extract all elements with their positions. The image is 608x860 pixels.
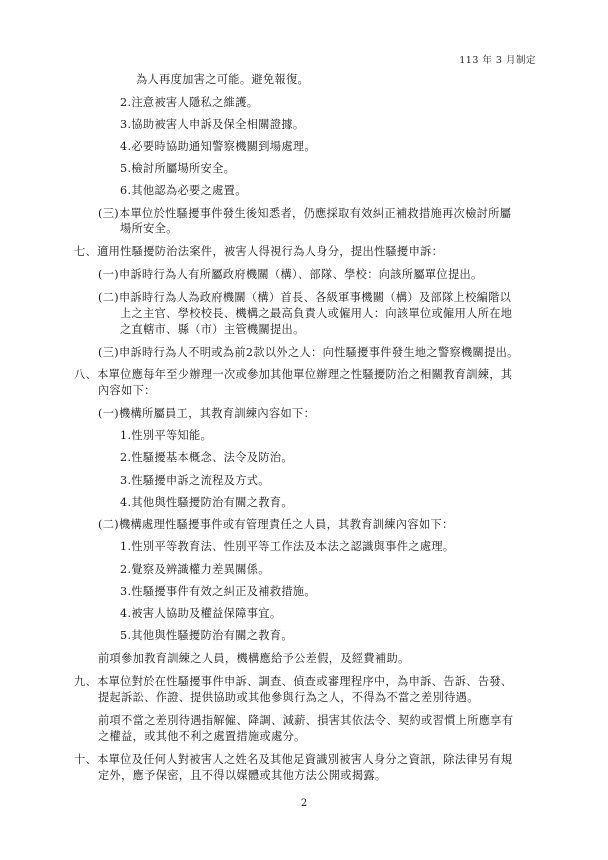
list-item-line: 3.性騷擾申訴之流程及方式。	[120, 474, 270, 487]
section-heading-cont: 內容如下：	[98, 384, 156, 397]
page-number: 2	[300, 798, 308, 809]
paragraph-line-cont: 之權益，或其他不利之處置措施或處分。	[98, 730, 306, 743]
list-item-line: 2.注意被害人隱私之維護。	[120, 96, 259, 109]
list-item-line: 4.必要時協助通知警察機關到場處理。	[120, 140, 316, 153]
list-item-line: 2.性騷擾基本概念、法令及防治。	[120, 451, 293, 464]
subsection-line: (三)申訴時行為人不明或為前2款以外之人：向性騷擾事件發生地之警察機關提出。	[98, 346, 519, 359]
list-item-line: 6.其他認為必要之處置。	[120, 184, 247, 197]
subsection-line: (三)本單位於性騷擾事件發生後知悉者，仍應採取有效糾正補救措施再次檢討所屬	[98, 207, 512, 220]
section-heading-10: 十、本單位及任何人對被害人之姓名及其他足資識別被害人身分之資訊，除法律另有規	[74, 753, 513, 766]
list-item-line: 3.協助被害人申訴及保全相關證據。	[120, 118, 305, 131]
section-heading-7: 七、適用性騷擾防治法案件，被害人得視行為人身分，提出性騷擾申訴：	[74, 245, 444, 258]
list-item-line: 5.檢討所屬場所安全。	[120, 162, 236, 175]
section-heading-8: 八、本單位應每年至少辦理一次或參加其他單位辦理之性騷擾防治之相關教育訓練，其	[74, 368, 513, 381]
subsection-line-cont: 場所安全。	[120, 222, 178, 235]
list-item-line: 5.其他與性騷擾防治有關之教育。	[120, 629, 293, 642]
subsection-line: (一)機構所屬員工，其教育訓練內容如下：	[98, 407, 316, 420]
page-header-date: 113 年 3 月制定	[459, 55, 536, 66]
list-item-line: 4.其他與性騷擾防治有關之教育。	[120, 496, 293, 509]
list-item-line: 4.被害人協助及權益保障事宜。	[120, 607, 282, 620]
section-heading-9: 九、本單位對於在性騷擾事件申訴、調查、偵查或審理程序中，為申訴、告訴、告發、	[74, 675, 513, 688]
paragraph-line: 前項參加教育訓練之人員，機構應給予公差假，及經費補助。	[98, 652, 410, 665]
paragraph-line: 為人再度加害之可能。避免報復。	[136, 73, 310, 86]
list-item-line: 2.覺察及辨識權力差異關係。	[120, 563, 270, 576]
subsection-line-cont: 之直轄市、縣（市）主管機關提出。	[120, 323, 305, 336]
section-heading-cont: 提起訴訟、作證、提供協助或其他參與行為之人，不得為不當之差別待遇。	[98, 691, 479, 704]
subsection-line: (一)申訴時行為人有所屬政府機關（構）、部隊、學校：向該所屬單位提出。	[98, 268, 483, 281]
list-item-line: 1.性別平等知能。	[120, 429, 213, 442]
list-item-line: 1.性別平等教育法、性別平等工作法及本法之認識與事件之處理。	[120, 540, 455, 553]
subsection-line: (二)機構處理性騷擾事件或有管理責任之人員，其教育訓練內容如下：	[98, 518, 454, 531]
section-heading-cont: 定外，應予保密，且不得以媒體或其他方法公開或揭露。	[98, 769, 387, 782]
paragraph-line: 前項不當之差別待遇指解僱、降調、減薪、損害其依法令、契約或習慣上所應享有	[98, 714, 514, 727]
subsection-line-cont: 上之主官、學校校長、機構之最高負責人或僱用人：向該單位或僱用人所在地	[120, 307, 513, 320]
subsection-line: (二)申訴時行為人為政府機關（構）首長、各級軍事機關（構）及部隊上校編階以	[98, 291, 512, 304]
list-item-line: 3.性騷擾事件有效之糾正及補救措施。	[120, 585, 316, 598]
